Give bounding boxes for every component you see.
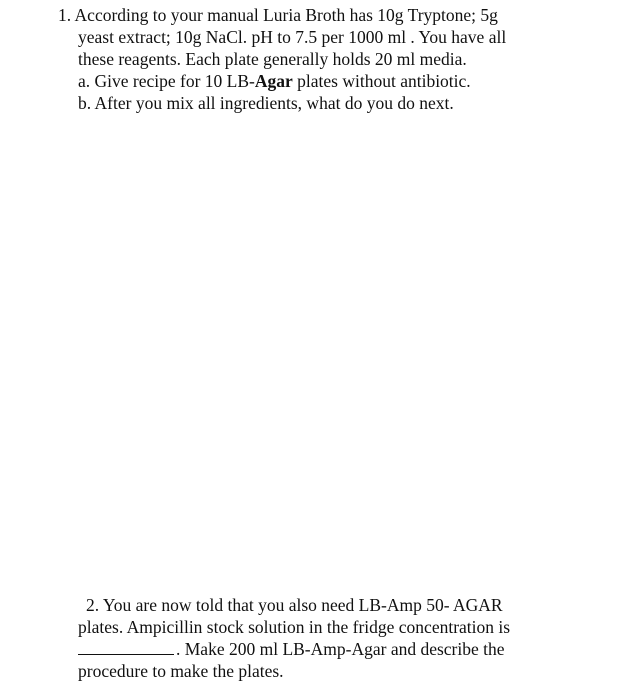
question-2-line-4: procedure to make the plates. xyxy=(78,661,284,681)
question-1-part-b: b. After you mix all ingredients, what do you do next. xyxy=(78,93,454,113)
part-a-suffix: plates without antibiotic. xyxy=(292,71,471,91)
question-1-line-3: these reagents. Each plate generally holds 20 ml media. xyxy=(78,49,467,69)
question-2-line-3-text: . Make 200 ml LB-Amp-Agar and describe the xyxy=(176,639,505,659)
concentration-blank xyxy=(78,639,174,655)
question-2-line-3 xyxy=(78,638,505,661)
question-2-line-2: plates. Ampicillin stock solution in the fridge concentration is xyxy=(78,617,511,637)
question-1-part-a xyxy=(78,70,471,93)
part-a-bold-agar: Agar xyxy=(254,71,293,91)
question-2-line-1: 2. You are now told that you also need LB-Amp 50- AGAR xyxy=(86,595,503,615)
question-1-line-2: yeast extract; 10g NaCl. pH to 7.5 per 1000 ml . You have all xyxy=(78,27,507,47)
part-a-prefix: a. Give recipe for 10 LB- xyxy=(78,71,255,91)
question-1-line-1: 1. According to your manual Luria Broth has 10g Tryptone; 5g xyxy=(58,5,498,25)
